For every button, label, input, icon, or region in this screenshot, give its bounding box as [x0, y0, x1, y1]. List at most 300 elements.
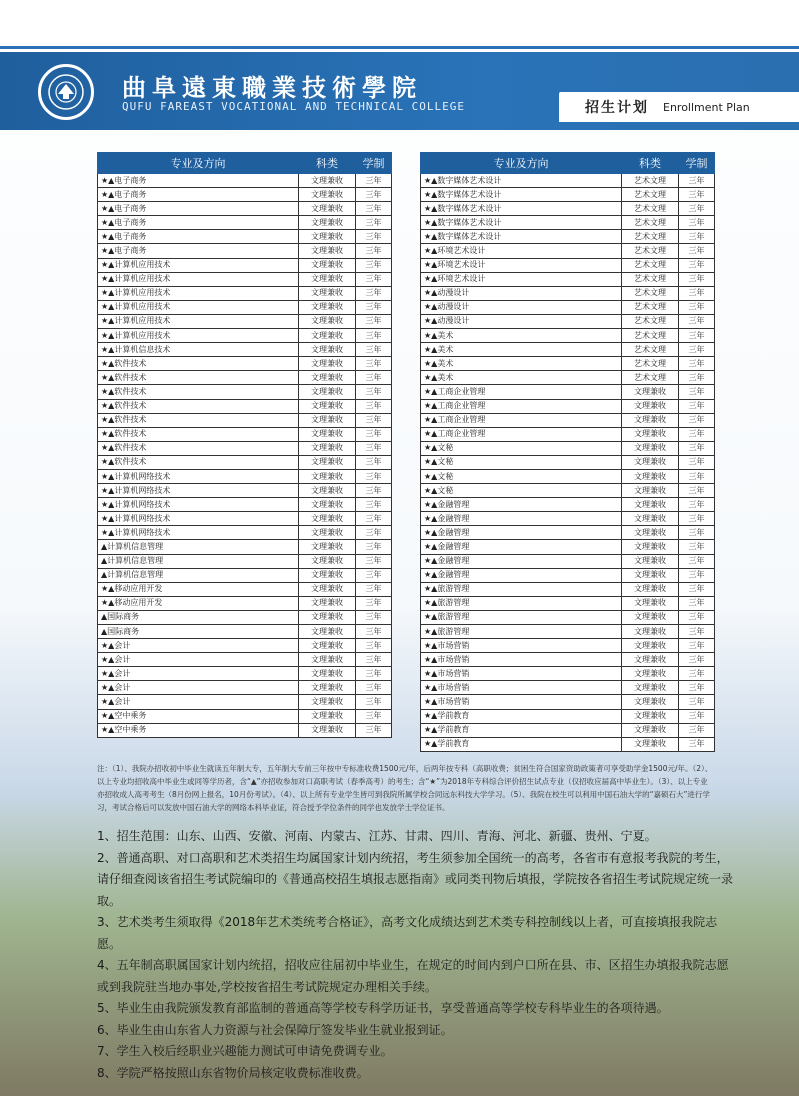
- duration-cell: 三年: [679, 329, 715, 343]
- duration-cell: 三年: [679, 554, 715, 568]
- category-cell: 文理兼收: [622, 554, 679, 568]
- major-cell: ★▲工商企业管理: [421, 399, 622, 413]
- major-cell: ▲国际商务: [98, 625, 299, 639]
- category-cell: 文理兼收: [299, 540, 356, 554]
- major-cell: ★▲美术: [421, 329, 622, 343]
- category-cell: 文理兼收: [622, 484, 679, 498]
- column-header-category: 科类: [622, 153, 679, 174]
- major-cell: ★▲电子商务: [98, 216, 299, 230]
- table-row: [421, 526, 715, 540]
- category-cell: 文理兼收: [299, 596, 356, 610]
- major-cell: ★▲计算机应用技术: [98, 258, 299, 272]
- duration-cell: 三年: [679, 244, 715, 258]
- duration-cell: 三年: [679, 441, 715, 455]
- category-cell: 文理兼收: [622, 653, 679, 667]
- duration-cell: 三年: [356, 653, 392, 667]
- major-cell: ★▲电子商务: [98, 202, 299, 216]
- table-row: [98, 188, 392, 202]
- duration-cell: 三年: [356, 258, 392, 272]
- category-cell: 文理兼收: [299, 314, 356, 328]
- duration-cell: 三年: [356, 596, 392, 610]
- major-cell: ★▲电子商务: [98, 188, 299, 202]
- category-cell: 文理兼收: [299, 230, 356, 244]
- category-cell: 艺术文理: [622, 244, 679, 258]
- table-row: [98, 681, 392, 695]
- category-cell: 文理兼收: [622, 455, 679, 469]
- category-cell: 文理兼收: [622, 610, 679, 624]
- category-cell: 文理兼收: [622, 512, 679, 526]
- category-cell: 文理兼收: [299, 413, 356, 427]
- table-row: [98, 667, 392, 681]
- major-cell: ★▲学前教育: [421, 709, 622, 723]
- category-cell: 文理兼收: [299, 258, 356, 272]
- table-row: [421, 455, 715, 469]
- table-row: [421, 667, 715, 681]
- duration-cell: 三年: [356, 230, 392, 244]
- duration-cell: 三年: [679, 357, 715, 371]
- duration-cell: 三年: [356, 455, 392, 469]
- duration-cell: 三年: [356, 314, 392, 328]
- category-cell: 文理兼收: [622, 498, 679, 512]
- category-cell: 艺术文理: [622, 329, 679, 343]
- admission-rules: [97, 826, 737, 1084]
- school-name-cn: 曲阜遠東職業技術學院: [122, 73, 422, 102]
- table-row: [421, 610, 715, 624]
- category-cell: 艺术文理: [622, 188, 679, 202]
- major-cell: ★▲市场营销: [421, 653, 622, 667]
- major-cell: ★▲会计: [98, 681, 299, 695]
- category-cell: 文理兼收: [299, 329, 356, 343]
- major-cell: ★▲动漫设计: [421, 286, 622, 300]
- category-cell: 文理兼收: [299, 653, 356, 667]
- category-cell: 文理兼收: [622, 723, 679, 737]
- table-row: [421, 343, 715, 357]
- category-cell: 文理兼收: [299, 441, 356, 455]
- duration-cell: 三年: [679, 681, 715, 695]
- enrollment-plan-tab: [559, 92, 799, 122]
- duration-cell: 三年: [679, 314, 715, 328]
- college-seal-icon: [38, 64, 94, 120]
- duration-cell: 三年: [679, 709, 715, 723]
- column-header-duration: 学制: [356, 153, 392, 174]
- category-cell: 文理兼收: [622, 737, 679, 751]
- major-cell: ★▲学前教育: [421, 737, 622, 751]
- category-cell: 文理兼收: [299, 399, 356, 413]
- table-row: [98, 385, 392, 399]
- major-cell: ★▲计算机应用技术: [98, 286, 299, 300]
- table-row: [421, 639, 715, 653]
- table-row: [421, 554, 715, 568]
- category-cell: 文理兼收: [622, 526, 679, 540]
- duration-cell: 三年: [679, 498, 715, 512]
- duration-cell: 三年: [679, 371, 715, 385]
- duration-cell: 三年: [356, 329, 392, 343]
- major-cell: ★▲学前教育: [421, 723, 622, 737]
- major-cell: ★▲金融管理: [421, 526, 622, 540]
- major-cell: ★▲计算机应用技术: [98, 300, 299, 314]
- category-cell: 艺术文理: [622, 202, 679, 216]
- table-row: [421, 681, 715, 695]
- top-divider: [0, 46, 799, 49]
- category-cell: 文理兼收: [622, 385, 679, 399]
- table-row: [421, 441, 715, 455]
- seal-emblem-icon: [46, 72, 86, 112]
- table-row: [98, 244, 392, 258]
- column-header-major: 专业及方向: [421, 153, 622, 174]
- major-cell: ★▲软件技术: [98, 455, 299, 469]
- major-cell: ★▲空中乘务: [98, 709, 299, 723]
- duration-cell: 三年: [679, 540, 715, 554]
- major-cell: ★▲金融管理: [421, 554, 622, 568]
- category-cell: 艺术文理: [622, 272, 679, 286]
- major-cell: ★▲工商企业管理: [421, 385, 622, 399]
- major-cell: ★▲电子商务: [98, 230, 299, 244]
- category-cell: 文理兼收: [622, 399, 679, 413]
- duration-cell: 三年: [679, 582, 715, 596]
- duration-cell: 三年: [679, 202, 715, 216]
- plan-title-cn: 招生计划: [585, 100, 649, 116]
- table-row: [421, 357, 715, 371]
- table-row: [421, 216, 715, 230]
- table-row: [421, 286, 715, 300]
- table-row: [98, 202, 392, 216]
- duration-cell: 三年: [356, 427, 392, 441]
- major-cell: ★▲计算机网络技术: [98, 498, 299, 512]
- major-cell: ★▲软件技术: [98, 413, 299, 427]
- table-row: [98, 709, 392, 723]
- table-row: [98, 455, 392, 469]
- table-row: [421, 540, 715, 554]
- major-cell: ★▲计算机网络技术: [98, 512, 299, 526]
- table-row: [98, 174, 392, 188]
- duration-cell: 三年: [356, 484, 392, 498]
- table-row: [421, 314, 715, 328]
- table-row: [421, 258, 715, 272]
- table-row: [421, 399, 715, 413]
- major-cell: ★▲数字媒体艺术设计: [421, 174, 622, 188]
- duration-cell: 三年: [356, 272, 392, 286]
- table-row: [98, 329, 392, 343]
- table-row: [98, 653, 392, 667]
- table-row: [421, 469, 715, 483]
- category-cell: 文理兼收: [622, 695, 679, 709]
- major-cell: ★▲旅游管理: [421, 625, 622, 639]
- table-row: [421, 582, 715, 596]
- major-cell: ★▲工商企业管理: [421, 413, 622, 427]
- category-cell: 文理兼收: [299, 272, 356, 286]
- category-cell: 文理兼收: [299, 723, 356, 737]
- category-cell: 文理兼收: [299, 695, 356, 709]
- duration-cell: 三年: [356, 498, 392, 512]
- table-row: [421, 484, 715, 498]
- category-cell: 文理兼收: [299, 216, 356, 230]
- table-row: [421, 723, 715, 737]
- table-row: [98, 723, 392, 737]
- table-row: [98, 300, 392, 314]
- duration-cell: 三年: [679, 216, 715, 230]
- major-cell: ★▲美术: [421, 343, 622, 357]
- category-cell: 文理兼收: [299, 286, 356, 300]
- major-cell: ★▲市场营销: [421, 681, 622, 695]
- duration-cell: 三年: [679, 484, 715, 498]
- duration-cell: 三年: [356, 399, 392, 413]
- column-header-category: 科类: [299, 153, 356, 174]
- major-cell: ★▲软件技术: [98, 399, 299, 413]
- column-header-major: 专业及方向: [98, 153, 299, 174]
- major-cell: ★▲文秘: [421, 455, 622, 469]
- category-cell: 文理兼收: [299, 667, 356, 681]
- major-cell: ★▲计算机应用技术: [98, 272, 299, 286]
- table-row: [98, 695, 392, 709]
- category-cell: 文理兼收: [299, 300, 356, 314]
- enrollment-table-right: [420, 152, 715, 752]
- major-cell: ★▲市场营销: [421, 667, 622, 681]
- duration-cell: 三年: [356, 610, 392, 624]
- table-row: [421, 596, 715, 610]
- duration-cell: 三年: [356, 681, 392, 695]
- major-cell: ★▲数字媒体艺术设计: [421, 216, 622, 230]
- rule-item: 7、学生入校后经职业兴趣能力测试可申请免费调专业。: [97, 1044, 393, 1058]
- major-cell: ★▲计算机应用技术: [98, 329, 299, 343]
- category-cell: 文理兼收: [299, 709, 356, 723]
- major-cell: ★▲计算机信息技术: [98, 343, 299, 357]
- table-row: [98, 441, 392, 455]
- major-cell: ★▲工商企业管理: [421, 427, 622, 441]
- table-row: [421, 272, 715, 286]
- footnote: 注：（1）、我院办招收初中毕业生就读五年制大专，五年制大专前三年按中专标准收费1500元/年，后两年按专科（高职收费；贫困生符合国家资助政策者可享受助学金1500元/年。（2）、以上专业均招收高中毕业生或同等学历者，含“▲”亦招收参加对口高职考试（春季高考）的考生；含“★”为2018年专科综合评价招生试点专业（仅招收应届高中毕业生）。（3）、以上专业亦招收成人高考考生（8月份网上报名，10月份考试）。（4）、以上所有专业学生皆可到我院所属学校合同远东科技大学学习。（5）、我院在校生可以利用中国石油大学的“嘉硕石大”进行学习，考试合格后可以发放中国石油大学的网络本科毕业证，符合授予学位条件的同学也发放学士学位证书。: [97, 764, 713, 812]
- category-cell: 文理兼收: [622, 625, 679, 639]
- category-cell: 文理兼收: [299, 582, 356, 596]
- category-cell: 文理兼收: [299, 526, 356, 540]
- table-row: [98, 343, 392, 357]
- category-cell: 艺术文理: [622, 371, 679, 385]
- major-cell: ★▲计算机应用技术: [98, 314, 299, 328]
- table-row: [98, 554, 392, 568]
- table-row: [98, 357, 392, 371]
- table-row: [98, 512, 392, 526]
- major-cell: ★▲旅游管理: [421, 596, 622, 610]
- duration-cell: 三年: [679, 639, 715, 653]
- table-row: [98, 230, 392, 244]
- table-row: [98, 272, 392, 286]
- duration-cell: 三年: [356, 174, 392, 188]
- major-cell: ★▲数字媒体艺术设计: [421, 230, 622, 244]
- category-cell: 文理兼收: [622, 568, 679, 582]
- major-cell: ★▲环境艺术设计: [421, 258, 622, 272]
- duration-cell: 三年: [679, 653, 715, 667]
- category-cell: 文理兼收: [622, 596, 679, 610]
- category-cell: 文理兼收: [299, 484, 356, 498]
- category-cell: 文理兼收: [622, 582, 679, 596]
- major-cell: ★▲金融管理: [421, 540, 622, 554]
- table-row: [98, 469, 392, 483]
- table-row: [421, 244, 715, 258]
- major-cell: ★▲旅游管理: [421, 610, 622, 624]
- table-row: [98, 286, 392, 300]
- table-row: [98, 568, 392, 582]
- major-cell: ★▲计算机网络技术: [98, 484, 299, 498]
- major-cell: ★▲计算机网络技术: [98, 469, 299, 483]
- category-cell: 文理兼收: [622, 709, 679, 723]
- table-row: [421, 371, 715, 385]
- duration-cell: 三年: [356, 357, 392, 371]
- duration-cell: 三年: [679, 427, 715, 441]
- table-row: [421, 709, 715, 723]
- rule-item: 1、招生范围：山东、山西、安徽、河南、内蒙古、江苏、甘肃、四川、青海、河北、新疆、贵州、宁夏。: [97, 829, 657, 843]
- category-cell: 文理兼收: [299, 639, 356, 653]
- major-cell: ★▲计算机网络技术: [98, 526, 299, 540]
- major-cell: ★▲数字媒体艺术设计: [421, 202, 622, 216]
- duration-cell: 三年: [356, 188, 392, 202]
- duration-cell: 三年: [679, 568, 715, 582]
- table-row: [98, 582, 392, 596]
- category-cell: 文理兼收: [299, 455, 356, 469]
- major-cell: ★▲数字媒体艺术设计: [421, 188, 622, 202]
- major-cell: ★▲软件技术: [98, 441, 299, 455]
- category-cell: 艺术文理: [622, 343, 679, 357]
- category-cell: 文理兼收: [622, 639, 679, 653]
- table-row: [98, 371, 392, 385]
- major-cell: ★▲动漫设计: [421, 314, 622, 328]
- major-cell: ★▲移动应用开发: [98, 582, 299, 596]
- major-cell: ★▲软件技术: [98, 385, 299, 399]
- duration-cell: 三年: [356, 286, 392, 300]
- duration-cell: 三年: [356, 639, 392, 653]
- category-cell: 艺术文理: [622, 357, 679, 371]
- table-row: [421, 385, 715, 399]
- category-cell: 艺术文理: [622, 230, 679, 244]
- category-cell: 文理兼收: [299, 554, 356, 568]
- category-cell: 文理兼收: [299, 427, 356, 441]
- table-row: [421, 413, 715, 427]
- table-row: [421, 300, 715, 314]
- duration-cell: 三年: [679, 258, 715, 272]
- rule-item: 5、毕业生由我院颁发教育部监制的普通高等学校专科学历证书，享受普通高等学校专科毕业生的各项待遇。: [97, 1001, 669, 1015]
- major-cell: ★▲空中乘务: [98, 723, 299, 737]
- category-cell: 文理兼收: [299, 371, 356, 385]
- duration-cell: 三年: [679, 399, 715, 413]
- school-name-en: QUFU FAREAST VOCATIONAL AND TECHNICAL COLLEGE: [122, 100, 466, 113]
- major-cell: ▲计算机信息管理: [98, 554, 299, 568]
- major-cell: ★▲文秘: [421, 469, 622, 483]
- table-row: [98, 484, 392, 498]
- table-row: [98, 413, 392, 427]
- major-cell: ★▲动漫设计: [421, 300, 622, 314]
- major-cell: ▲计算机信息管理: [98, 540, 299, 554]
- table-row: [421, 498, 715, 512]
- table-row: [98, 596, 392, 610]
- duration-cell: 三年: [679, 413, 715, 427]
- major-cell: ★▲会计: [98, 639, 299, 653]
- major-cell: ▲国际商务: [98, 610, 299, 624]
- duration-cell: 三年: [679, 455, 715, 469]
- major-cell: ★▲美术: [421, 357, 622, 371]
- table-row: [98, 610, 392, 624]
- category-cell: 文理兼收: [299, 568, 356, 582]
- duration-cell: 三年: [356, 441, 392, 455]
- table-row: [421, 695, 715, 709]
- table-row: [421, 188, 715, 202]
- major-cell: ★▲电子商务: [98, 174, 299, 188]
- table-row: [421, 427, 715, 441]
- category-cell: 文理兼收: [622, 427, 679, 441]
- major-cell: ★▲市场营销: [421, 639, 622, 653]
- duration-cell: 三年: [356, 413, 392, 427]
- table-row: [421, 202, 715, 216]
- table-row: [98, 498, 392, 512]
- table-row: [421, 329, 715, 343]
- category-cell: 文理兼收: [622, 681, 679, 695]
- column-header-duration: 学制: [679, 153, 715, 174]
- duration-cell: 三年: [356, 582, 392, 596]
- duration-cell: 三年: [679, 343, 715, 357]
- rule-item: 8、学院严格按照山东省物价局核定收费标准收费。: [97, 1065, 369, 1080]
- category-cell: 文理兼收: [622, 540, 679, 554]
- duration-cell: 三年: [356, 202, 392, 216]
- duration-cell: 三年: [356, 385, 392, 399]
- duration-cell: 三年: [679, 286, 715, 300]
- duration-cell: 三年: [679, 174, 715, 188]
- duration-cell: 三年: [356, 300, 392, 314]
- major-cell: ★▲软件技术: [98, 357, 299, 371]
- category-cell: 文理兼收: [299, 625, 356, 639]
- duration-cell: 三年: [356, 667, 392, 681]
- category-cell: 文理兼收: [299, 174, 356, 188]
- category-cell: 文理兼收: [622, 441, 679, 455]
- duration-cell: 三年: [679, 512, 715, 526]
- major-cell: ★▲电子商务: [98, 244, 299, 258]
- table-row: [98, 625, 392, 639]
- duration-cell: 三年: [679, 300, 715, 314]
- duration-cell: 三年: [356, 625, 392, 639]
- major-cell: ★▲金融管理: [421, 512, 622, 526]
- category-cell: 文理兼收: [299, 681, 356, 695]
- major-cell: ★▲旅游管理: [421, 582, 622, 596]
- duration-cell: 三年: [679, 737, 715, 751]
- category-cell: 文理兼收: [299, 610, 356, 624]
- major-cell: ★▲环境艺术设计: [421, 272, 622, 286]
- category-cell: 文理兼收: [299, 357, 356, 371]
- table-row: [421, 568, 715, 582]
- table-row: [421, 737, 715, 751]
- table-row: [421, 230, 715, 244]
- table-row: [421, 512, 715, 526]
- rule-item: 6、毕业生由山东省人力资源与社会保障厅签发毕业生就业报到证。: [97, 1022, 453, 1037]
- major-cell: ★▲文秘: [421, 484, 622, 498]
- major-cell: ★▲会计: [98, 667, 299, 681]
- table-row: [421, 174, 715, 188]
- duration-cell: 三年: [679, 188, 715, 202]
- table-row: [98, 540, 392, 554]
- major-cell: ★▲金融管理: [421, 568, 622, 582]
- major-cell: ★▲市场营销: [421, 695, 622, 709]
- duration-cell: 三年: [356, 526, 392, 540]
- major-cell: ★▲美术: [421, 371, 622, 385]
- page-header: [0, 52, 799, 130]
- category-cell: 文理兼收: [299, 343, 356, 357]
- rule-item: 2、普通高职、对口高职和艺术类招生均属国家计划内统招，考生须参加全国统一的高考，各省市有意报考我院的考生，请仔细查阅该省招生考试院编印的《普通高校招生填报志愿指南》或同类刊物后填报，学院按各省招生考试院规定统一录取。: [97, 850, 734, 908]
- major-cell: ★▲会计: [98, 695, 299, 709]
- duration-cell: 三年: [679, 385, 715, 399]
- duration-cell: 三年: [679, 272, 715, 286]
- duration-cell: 三年: [356, 343, 392, 357]
- category-cell: 艺术文理: [622, 300, 679, 314]
- duration-cell: 三年: [679, 526, 715, 540]
- duration-cell: 三年: [679, 723, 715, 737]
- duration-cell: 三年: [679, 667, 715, 681]
- major-cell: ★▲软件技术: [98, 427, 299, 441]
- duration-cell: 三年: [679, 596, 715, 610]
